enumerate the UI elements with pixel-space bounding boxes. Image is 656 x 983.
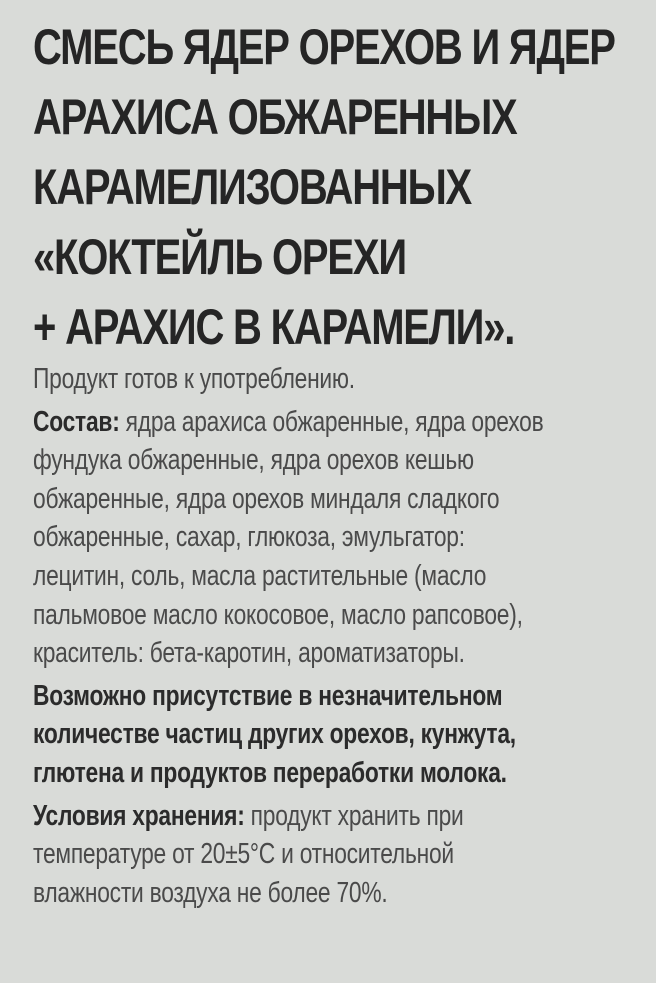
allergen-warning bbox=[33, 677, 625, 793]
product-title bbox=[33, 12, 641, 362]
allergen-line: Возможно присутствие в незначительном bbox=[33, 679, 503, 712]
composition-text: обжаренные, ядра орехов миндаля сладкого bbox=[33, 482, 500, 515]
composition-first-line bbox=[33, 403, 625, 442]
storage-text: продукт хранить при bbox=[244, 799, 464, 832]
allergen-line: глютена и продуктов переработки молока. bbox=[33, 756, 507, 789]
storage-text: влажности воздуха не более 70%. bbox=[33, 876, 388, 909]
composition-text: пальмовое масло кокосовое, масло рапсовое), bbox=[33, 598, 523, 631]
composition-label: Состав: bbox=[33, 405, 120, 438]
title-line: «КОКТЕЙЛЬ ОРЕХИ bbox=[33, 229, 406, 285]
title-line: СМЕСЬ ЯДЕР ОРЕХОВ И ЯДЕР bbox=[33, 19, 615, 75]
storage-label: Условия хранения: bbox=[33, 799, 245, 832]
storage-text: температуре от 20±5°С и относительной bbox=[33, 838, 454, 871]
composition-text: лецитин, соль, масла растительные (масло bbox=[33, 559, 487, 592]
storage-section bbox=[33, 797, 625, 913]
composition-text: обжаренные, сахар, глюкоза, эмульгатор: bbox=[33, 521, 465, 554]
composition-text: краситель: бета-каротин, ароматизаторы. bbox=[33, 637, 465, 670]
ready-note: Продукт готов к употреблению. bbox=[33, 363, 355, 395]
composition-text: фундука обжаренные, ядра орехов кешью bbox=[33, 444, 474, 477]
title-line: КАРАМЕЛИЗОВАННЫХ bbox=[33, 159, 472, 215]
title-line: + АРАХИС В КАРАМЕЛИ». bbox=[33, 299, 515, 355]
composition-text: ядра арахиса обжаренные, ядра орехов bbox=[119, 405, 544, 438]
storage-first-line bbox=[33, 797, 625, 836]
allergen-line: количестве частиц других орехов, кунжута, bbox=[33, 718, 516, 751]
label-body bbox=[33, 360, 625, 912]
composition-section bbox=[33, 403, 625, 673]
title-line: АРАХИСА ОБЖАРЕННЫХ bbox=[33, 89, 517, 145]
